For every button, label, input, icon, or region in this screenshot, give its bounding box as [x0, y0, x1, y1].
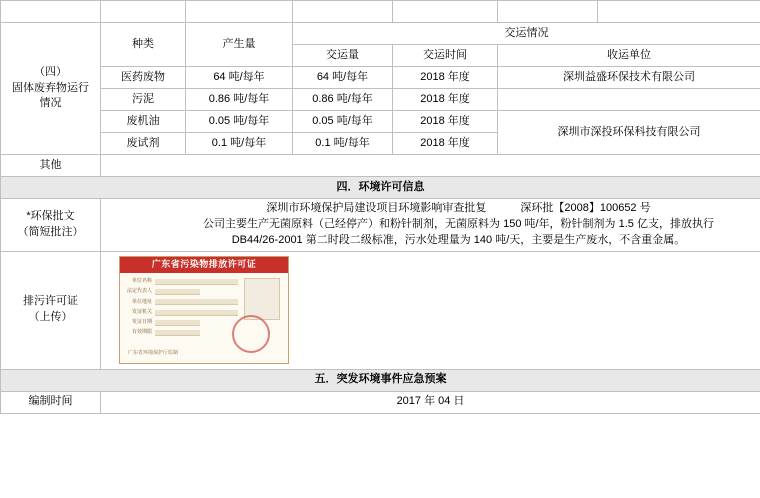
permit-label-line2: （上传）: [28, 311, 73, 324]
certificate-field-value: [155, 279, 238, 285]
header-delivery-group: 交运情况: [293, 23, 760, 45]
certificate-field-row: [126, 319, 238, 326]
section-five-title: 五．突发环境事件应急预案: [1, 369, 760, 391]
cell-delivery-time: 2018 年度: [393, 133, 498, 155]
top-spacer-cell-4: [293, 1, 393, 23]
prepared-time-value: 2017 年 04 日: [101, 391, 760, 413]
section-four-title: 四．环境许可信息: [1, 177, 760, 199]
approval-text-line1-b: 深环批【2008】100652 号: [520, 202, 651, 214]
solid-waste-row-label-line3: 情况: [39, 97, 62, 110]
certificate-field-label: 单位名称: [131, 278, 152, 285]
certificate-field-value: [155, 320, 200, 326]
certificate-title: 广东省污染物排放许可证: [120, 257, 288, 273]
cell-category: 废试剂: [101, 133, 186, 155]
certificate-photo: [244, 278, 280, 320]
certificate-seal-icon: [232, 315, 270, 353]
prepared-time-row: [1, 391, 760, 413]
cell-receiving-unit: [498, 89, 760, 111]
permit-label-line1: 排污许可证: [23, 295, 78, 308]
header-delivery-amount: 交运量: [293, 45, 393, 67]
top-spacer-cell-7: [598, 1, 760, 23]
certificate-field-value: [155, 289, 200, 295]
top-spacer-cell-3: [186, 1, 293, 23]
certificate-field-row: [126, 299, 238, 306]
header-delivery-time: 交运时间: [393, 45, 498, 67]
cell-delivery-time: 2018 年度: [393, 89, 498, 111]
approval-text-line3: DB44/26-2001 第二时段二级标准，污水处理量为 140 吨/天，主要是生产废水，不含重金属。: [231, 233, 686, 246]
cell-delivery-time: 2018 年度: [393, 67, 498, 89]
cell-production: 0.1 吨/每年: [186, 133, 293, 155]
top-spacer-cell-2: [101, 1, 186, 23]
cell-delivery-time: 2018 年度: [393, 111, 498, 133]
certificate-field-value: [155, 299, 238, 305]
cell-delivery-amount: 0.86 吨/每年: [293, 89, 393, 111]
header-receiving-unit: 收运单位: [498, 45, 760, 67]
permit-certificate-image[interactable]: [105, 256, 756, 364]
certificate-field-label: 法定代表人: [126, 288, 152, 295]
certificate-field-row: [126, 278, 238, 285]
certificate-field-row: [126, 309, 238, 316]
certificate-field-label: 单位地址: [131, 298, 152, 305]
cell-delivery-amount: 0.05 吨/每年: [293, 111, 393, 133]
approval-label: [1, 199, 101, 252]
other-row: [1, 155, 760, 177]
cell-production: 64 吨/每年: [186, 67, 293, 89]
top-spacer-cell-6: [498, 1, 598, 23]
table-row: [1, 89, 760, 111]
cell-receiving-unit: 深圳益盛环保技术有限公司: [498, 67, 760, 89]
solid-waste-row-label-line2: 固体废弃物运行: [12, 81, 89, 94]
top-spacer-cell-5: [393, 1, 498, 23]
approval-label-line1: *环保批文: [26, 209, 75, 222]
certificate-field-label: 发证机关: [131, 308, 152, 315]
header-category: 种类: [101, 23, 186, 67]
cell-category: 污泥: [101, 89, 186, 111]
header-production: 产生量: [186, 23, 293, 67]
table-row: [1, 111, 760, 133]
section-four-header-row: [1, 177, 760, 199]
approval-text: [101, 199, 760, 252]
approval-text-line1-a: 深圳市环境保护局建设项目环境影响审查批复: [266, 202, 487, 214]
certificate-field-row: [126, 329, 238, 336]
permit-row: [1, 251, 760, 369]
permit-label: [1, 251, 101, 369]
section-five-header-row: [1, 369, 760, 391]
solid-waste-header-group-row: [1, 23, 760, 45]
cell-delivery-amount: 64 吨/每年: [293, 67, 393, 89]
other-label: 其他: [1, 155, 101, 177]
certificate-field-label: 有效期限: [131, 329, 152, 336]
top-spacer-cell-1: [1, 1, 101, 23]
certificate-field-value: [155, 330, 200, 336]
certificate-field-label: 发证日期: [131, 319, 152, 326]
certificate-footer: 广东省环境保护厅监制: [128, 350, 179, 357]
prepared-time-label: 编制时间: [1, 391, 101, 413]
cell-category: 废机油: [101, 111, 186, 133]
cell-category: 医药废物: [101, 67, 186, 89]
table-row: [1, 67, 760, 89]
cell-receiving-unit: 深圳市深投环保科技有限公司: [498, 111, 760, 155]
certificate-field-value: [155, 310, 238, 316]
approval-label-line2: （简短批注）: [17, 225, 84, 238]
cell-delivery-amount: 0.1 吨/每年: [293, 133, 393, 155]
cell-production: 0.05 吨/每年: [186, 111, 293, 133]
solid-waste-row-label: [1, 23, 101, 155]
approval-row: [1, 199, 760, 252]
approval-text-line2: 公司主要生产无菌原料（己经停产）和粉针制剂，无菌原料为 150 吨/年，粉针制剂为 1.5 亿支，排放执行: [203, 217, 714, 230]
cell-production: 0.86 吨/每年: [186, 89, 293, 111]
permit-image-cell: [101, 251, 760, 369]
certificate-field-row: [126, 288, 238, 295]
solid-waste-row-label-line1: （四）: [34, 65, 67, 78]
table-top-spacer-row: [1, 1, 760, 23]
other-value: [101, 155, 760, 177]
